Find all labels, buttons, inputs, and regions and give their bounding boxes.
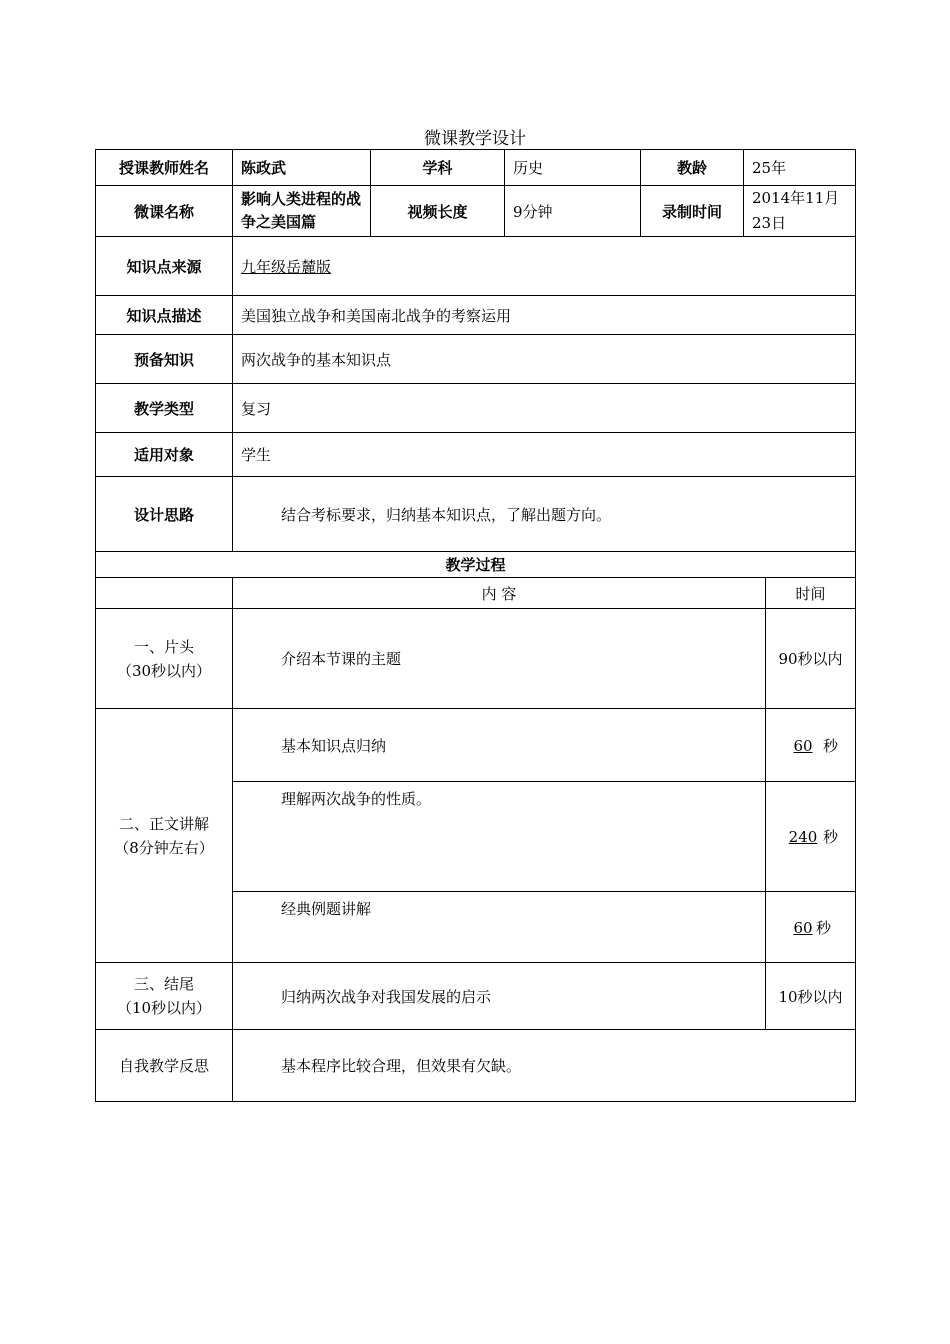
main-item-2-time-value: 240 <box>788 828 818 846</box>
main-item-3-time <box>766 892 856 963</box>
idea-label: 设计思路 <box>96 477 233 552</box>
reflection-label: 自我教学反思 <box>96 1030 233 1102</box>
ending-time: 10秒以内 <box>766 963 856 1030</box>
intro-stage <box>96 609 233 709</box>
prep-value: 两次战争的基本知识点 <box>233 335 856 384</box>
main-item-3-content: 经典例题讲解 <box>233 892 766 963</box>
page-title: 微课教学设计 <box>424 129 526 149</box>
process-heading: 教学过程 <box>96 552 856 578</box>
main-item-1-time-value: 60 <box>793 736 813 755</box>
stage-header-empty <box>96 578 233 609</box>
date-label: 录制时间 <box>641 186 744 237</box>
lesson-design-table <box>95 149 856 1102</box>
ending-stage-name: 三、结尾 <box>133 975 194 993</box>
date-value: 2014年11月23日 <box>744 186 856 237</box>
type-label: 教学类型 <box>96 384 233 433</box>
age-value: 25年 <box>744 150 856 186</box>
main-item-1-content: 基本知识点归纳 <box>233 709 766 782</box>
length-label: 视频长度 <box>371 186 505 237</box>
source-value: 九年级岳麓版 <box>233 237 856 296</box>
target-value: 学生 <box>233 433 856 477</box>
type-value: 复习 <box>233 384 856 433</box>
main-item-1-time <box>766 709 856 782</box>
main-item-1-time-unit: 秒 <box>822 736 838 755</box>
time-header: 时间 <box>766 578 856 609</box>
main-stage <box>96 709 233 963</box>
main-stage-name: 二、正文讲解 <box>118 814 209 833</box>
teacher-value: 陈政武 <box>233 150 371 186</box>
course-label: 微课名称 <box>96 186 233 237</box>
main-item-3-time-unit: 秒 <box>815 918 831 937</box>
content-header: 内 容 <box>233 578 766 609</box>
ending-stage-limit: （10秒以内） <box>116 999 212 1017</box>
length-value: 9分钟 <box>505 186 641 237</box>
desc-value: 美国独立战争和美国南北战争的考察运用 <box>233 296 856 335</box>
course-value: 影响人类进程的战争之美国篇 <box>233 186 371 237</box>
age-label: 教龄 <box>641 150 744 186</box>
ending-content: 归纳两次战争对我国发展的启示 <box>233 963 766 1030</box>
intro-content: 介绍本节课的主题 <box>233 609 766 709</box>
teacher-label: 授课教师姓名 <box>96 150 233 186</box>
prep-label: 预备知识 <box>96 335 233 384</box>
intro-stage-name: 一、片头 <box>133 637 194 656</box>
main-item-3-time-value: 60 <box>793 918 813 937</box>
desc-label: 知识点描述 <box>96 296 233 335</box>
main-item-2-time <box>766 782 856 892</box>
intro-time: 90秒以内 <box>766 609 856 709</box>
main-stage-limit: （8分钟左右） <box>114 838 214 857</box>
idea-value: 结合考标要求，归纳基本知识点，了解出题方向。 <box>233 477 856 552</box>
subject-value: 历史 <box>505 150 641 186</box>
main-item-2-time-unit: 秒 <box>822 828 838 846</box>
intro-stage-limit: （30秒以内） <box>116 661 212 680</box>
source-label: 知识点来源 <box>96 237 233 296</box>
ending-stage <box>96 963 233 1030</box>
subject-label: 学科 <box>371 150 505 186</box>
target-label: 适用对象 <box>96 433 233 477</box>
main-item-2-content: 理解两次战争的性质。 <box>233 782 766 892</box>
reflection-content: 基本程序比较合理，但效果有欠缺。 <box>233 1030 856 1102</box>
